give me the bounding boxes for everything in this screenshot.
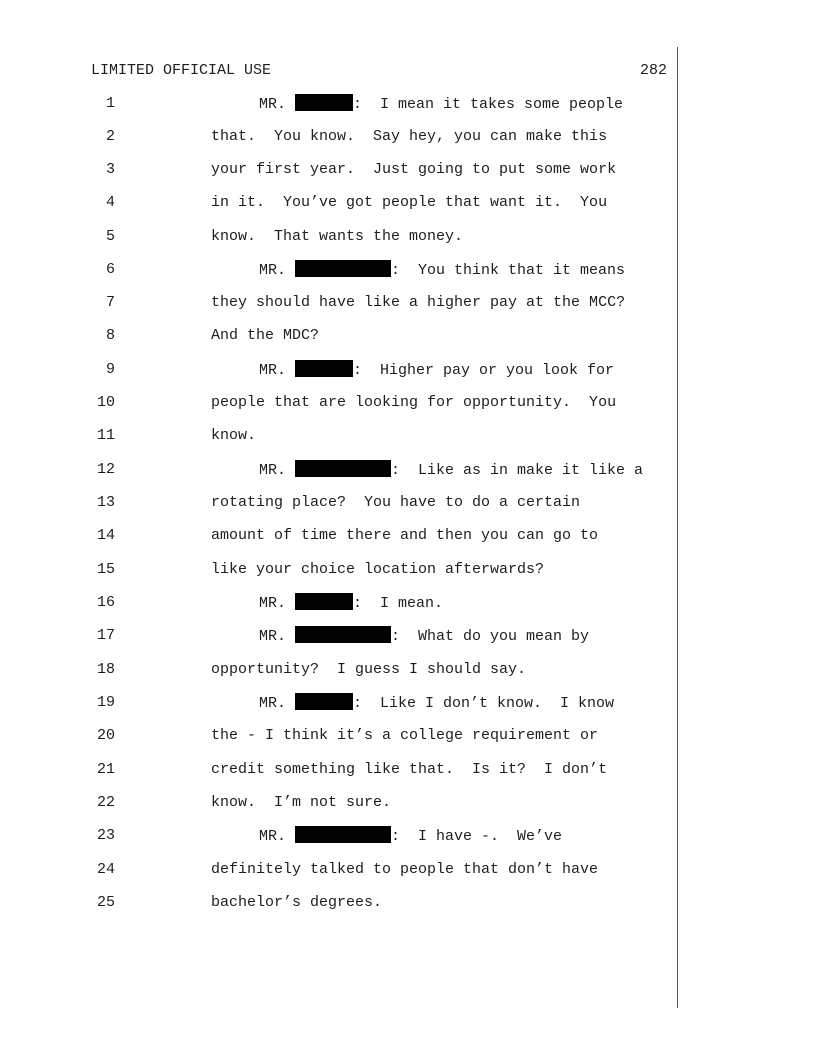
line-number: 3 — [105, 161, 115, 178]
speaker-prefix: MR. — [259, 96, 296, 113]
line-number: 22 — [96, 794, 115, 811]
line-text: know. That wants the money. — [211, 228, 464, 245]
line-text: know. I’m not sure. — [211, 794, 392, 811]
line-number: 25 — [96, 894, 115, 911]
speaker-prefix: MR. — [259, 828, 296, 845]
redaction-box — [295, 626, 391, 643]
transcript-line — [0, 860, 680, 880]
line-text: : I have -. We’ve — [391, 828, 563, 845]
line-number: 24 — [96, 861, 115, 878]
line-number: 13 — [96, 494, 115, 511]
transcript-line — [0, 726, 680, 746]
line-number: 21 — [96, 761, 115, 778]
speaker-line — [259, 593, 443, 614]
transcript-line — [0, 493, 680, 513]
redaction-box — [295, 94, 353, 111]
transcript-line — [0, 693, 680, 713]
line-text: amount of time there and then you can go to — [211, 527, 599, 544]
line-text: : I mean it takes some people — [353, 96, 624, 113]
line-number: 12 — [96, 461, 115, 478]
transcript-line — [0, 526, 680, 546]
transcript-line — [0, 360, 680, 380]
transcript-line — [0, 793, 680, 813]
line-text: : What do you mean by — [391, 628, 590, 645]
line-number: 4 — [105, 194, 115, 211]
transcript-line — [0, 593, 680, 613]
line-number: 20 — [96, 727, 115, 744]
line-text: : You think that it means — [391, 262, 626, 279]
speaker-line — [259, 360, 614, 381]
transcript-line — [0, 626, 680, 646]
line-number: 23 — [96, 827, 115, 844]
line-text: : Higher pay or you look for — [353, 362, 615, 379]
transcript-line — [0, 293, 680, 313]
line-number: 15 — [96, 561, 115, 578]
redaction-box — [295, 593, 353, 610]
line-text: your first year. Just going to put some work — [211, 161, 617, 178]
transcript-line — [0, 893, 680, 913]
line-number: 17 — [96, 627, 115, 644]
speaker-line — [259, 626, 589, 647]
line-text: opportunity? I guess I should say. — [211, 661, 527, 678]
line-text: in it. You’ve got people that want it. You — [211, 194, 608, 211]
line-text: : I mean. — [353, 595, 444, 612]
transcript-line — [0, 160, 680, 180]
transcript-line — [0, 127, 680, 147]
line-number: 5 — [105, 228, 115, 245]
header-classification: LIMITED OFFICIAL USE — [91, 62, 272, 79]
line-text: that. You know. Say hey, you can make this — [211, 128, 608, 145]
redaction-box — [295, 460, 391, 477]
line-number: 9 — [105, 361, 115, 378]
line-text: And the MDC? — [211, 327, 320, 344]
redaction-box — [295, 360, 353, 377]
transcript-line — [0, 560, 680, 580]
speaker-line — [259, 460, 643, 481]
speaker-prefix: MR. — [259, 262, 296, 279]
line-number: 2 — [105, 128, 115, 145]
line-text: definitely talked to people that don’t have — [211, 861, 599, 878]
transcript-line — [0, 460, 680, 480]
line-number: 7 — [105, 294, 115, 311]
line-text: know. — [211, 427, 257, 444]
line-number: 8 — [105, 327, 115, 344]
line-text: bachelor’s degrees. — [211, 894, 383, 911]
speaker-line — [259, 260, 625, 281]
speaker-line — [259, 693, 614, 714]
redaction-box — [295, 826, 391, 843]
transcript-line — [0, 426, 680, 446]
transcript-line — [0, 193, 680, 213]
line-number: 1 — [105, 95, 115, 112]
line-text: rotating place? You have to do a certain — [211, 494, 581, 511]
transcript-line — [0, 326, 680, 346]
transcript-line — [0, 94, 680, 114]
transcript-line — [0, 260, 680, 280]
line-number: 11 — [96, 427, 115, 444]
line-number: 16 — [96, 594, 115, 611]
speaker-prefix: MR. — [259, 595, 296, 612]
speaker-prefix: MR. — [259, 362, 296, 379]
transcript-line — [0, 393, 680, 413]
line-number: 14 — [96, 527, 115, 544]
line-text: : Like as in make it like a — [391, 462, 644, 479]
redaction-box — [295, 260, 391, 277]
speaker-line — [259, 94, 623, 115]
line-text: people that are looking for opportunity. You — [211, 394, 617, 411]
transcript-line — [0, 227, 680, 247]
speaker-prefix: MR. — [259, 628, 296, 645]
page-number: 282 — [639, 62, 667, 79]
line-text: the - I think it’s a college requirement or — [211, 727, 599, 744]
speaker-prefix: MR. — [259, 695, 296, 712]
line-number: 19 — [96, 694, 115, 711]
line-text: : Like I don’t know. I know — [353, 695, 615, 712]
line-text: credit something like that. Is it? I don’t — [211, 761, 608, 778]
redaction-box — [295, 693, 353, 710]
line-number: 10 — [96, 394, 115, 411]
line-number: 18 — [96, 661, 115, 678]
transcript-line — [0, 826, 680, 846]
transcript-line — [0, 760, 680, 780]
line-number: 6 — [105, 261, 115, 278]
line-text: they should have like a higher pay at the MCC? — [211, 294, 626, 311]
line-text: like your choice location afterwards? — [211, 561, 545, 578]
speaker-prefix: MR. — [259, 462, 296, 479]
transcript-line — [0, 660, 680, 680]
speaker-line — [259, 826, 562, 847]
